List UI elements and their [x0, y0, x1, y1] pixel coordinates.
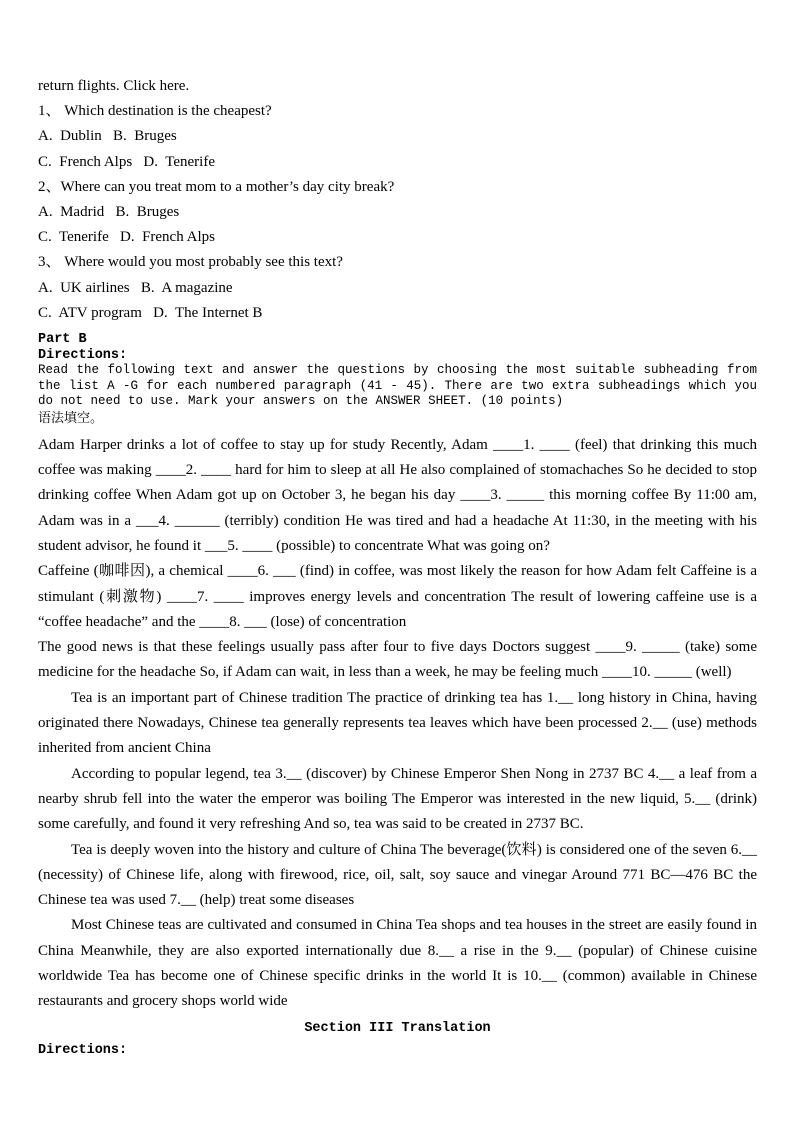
- directions-text: Read the following text and answer the questions by choosing the most suitable subheading from the list A -G for each numbered paragraph (41 - 45). There are two extra subheadings which you do not need to use. Mark your answers on the ANSWER SHEET. (10 points): [38, 363, 757, 409]
- text-line: 2、Where can you treat mom to a mother’s day city break?: [38, 178, 395, 195]
- text-line: C. French Alps D. Tenerife: [38, 153, 215, 170]
- tea-paragraph: Tea is an important part of Chinese tradition The practice of drinking tea has 1.__ long history in China, having originated there Nowadays, Chinese tea generally represents tea leaves which have been processed 2.__ (use) methods inherited from ancient China: [38, 689, 757, 757]
- text-line: 1、 Which destination is the cheapest?: [38, 103, 272, 120]
- directions-label: Directions:: [38, 347, 128, 363]
- section-heading: Section III Translation: [304, 1020, 491, 1036]
- tea-paragraph: Tea is deeply woven into the history and culture of China The beverage(饮料) is considered one of the seven 6.__ (necessity) of Chinese life, along with firewood, rice, oil, salt, soy sauce and vinegar Around 771 BC—476 BC the Chinese tea was used 7.__ (help) treat some diseases: [38, 841, 757, 909]
- directions-label-bottom: Directions:: [38, 1042, 128, 1058]
- tea-paragraph: Most Chinese teas are cultivated and consumed in China Tea shops and tea houses in the street are easily found in China Meanwhile, they are also exported internationally due 8.__ a rise in the 9.__ (popular) of Chinese cuisine worldwide Tea has become one of Chinese specific drinks in the world It is 10.__ (common) available in Chinese restaurants and grocery shops world wide: [38, 917, 757, 1010]
- part-b-heading: Part B: [38, 332, 87, 348]
- text-line: 3、 Where would you most probably see this text?: [38, 254, 343, 271]
- text-line: C. Tenerife D. French Alps: [38, 229, 215, 246]
- tea-passage: [38, 686, 757, 1015]
- cloze-paragraph: The good news is that these feelings usually pass after four to five days Doctors suggest ____9. _____ (take) some medicine for the headache So, if Adam can wait, in less than a week, he may be feeling much ____10. _____ (well): [38, 639, 757, 681]
- cloze-paragraph: Adam Harper drinks a lot of coffee to stay up for study Recently, Adam ____1. ____ (feel) that drinking this much coffee was making ____2. ____ hard for him to sleep at all He also complained of stomachaches So he decided to stop drinking coffee When Adam got up on October 3, he began his day ____3. _____ this morning coffee By 11:00 am, Adam was in a ___4. ______ (terribly) condition He was tired and had a headache At 11:30, in the meeting with his student advisor, he found it ___5. ____ (possible) to concentrate What was going on?: [38, 436, 757, 554]
- text-line: return flights. Click here.: [38, 78, 190, 94]
- grammar-note: 语法填空。: [38, 409, 104, 425]
- cloze-passage: [38, 433, 757, 686]
- part-b-section: [38, 332, 757, 426]
- question-section: [38, 74, 757, 326]
- text-line: A. Dublin B. Bruges: [38, 128, 177, 145]
- tea-paragraph: According to popular legend, tea 3.__ (discover) by Chinese Emperor Shen Nong in 2737 BC 4.__ a leaf from a nearby shrub fell into the water the emperor was boiling The Emperor was interested in the new liquid, 5.__ (drink) some carefully, and found it very refreshing And so, tea was said to be created in 2737 BC.: [38, 765, 757, 833]
- text-line: A. UK airlines B. A magazine: [38, 279, 233, 296]
- text-line: C. ATV program D. The Internet B: [38, 304, 263, 321]
- text-line: A. Madrid B. Bruges: [38, 204, 180, 221]
- cloze-paragraph: Caffeine (咖啡因), a chemical ____6. ___ (find) in coffee, was most likely the reason for how Adam felt Caffeine is a stimulant (刺激物) ____7. ____ improves energy levels and concentration The result of lowering caffeine use is a “coffee headache” and the ____8. ___ (lose) of concentration: [38, 563, 757, 630]
